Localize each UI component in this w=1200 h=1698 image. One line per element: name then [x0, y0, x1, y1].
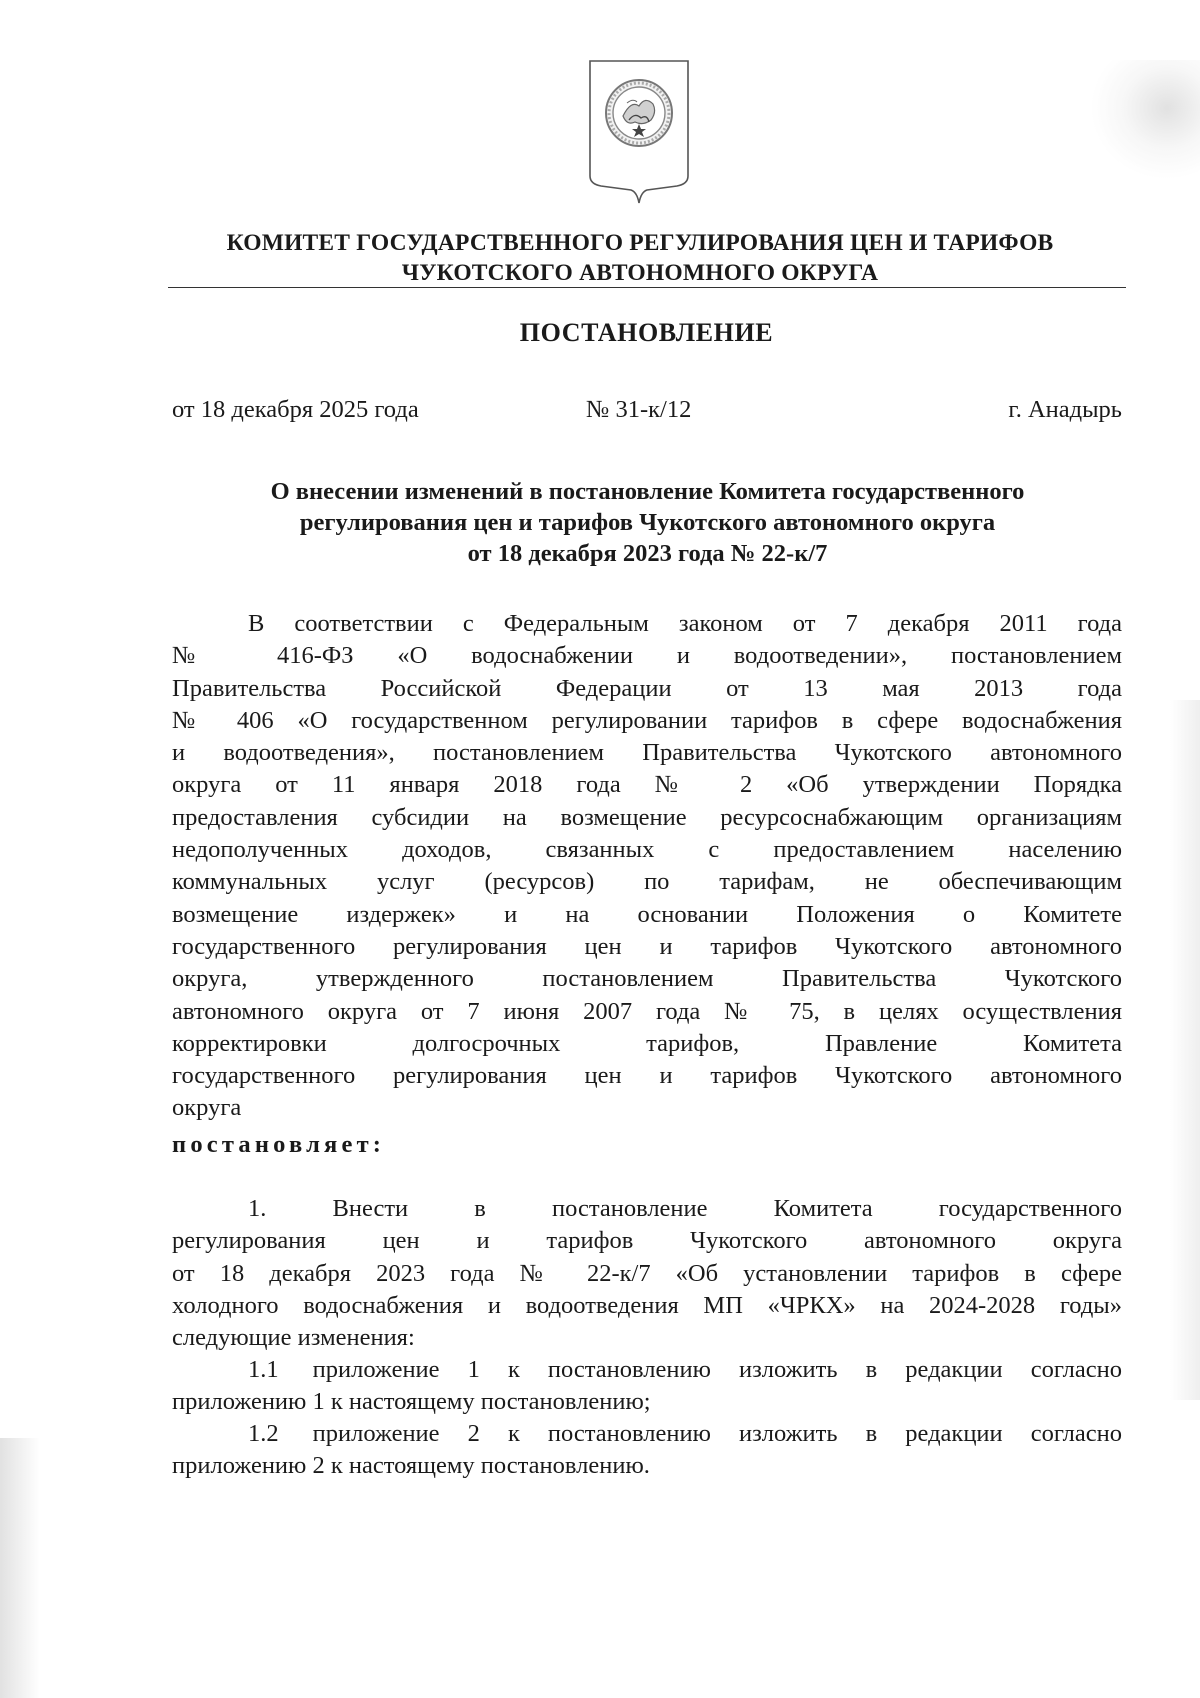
organization-name-line: ЧУКОТСКОГО АВТОНОМНОГО ОКРУГА: [401, 260, 879, 286]
document-subject: [160, 476, 1135, 569]
organization-name-line: КОМИТЕТ ГОСУДАРСТВЕННОГО РЕГУЛИРОВАНИЯ ЦЕН И ТАРИФОВ: [226, 230, 1054, 256]
header-divider: [168, 287, 1126, 288]
document-type-title: ПОСТАНОВЛЕНИЕ: [519, 318, 774, 347]
item-1-1: [172, 1354, 1122, 1419]
scan-noise: [1170, 700, 1200, 1400]
preamble-line: № 416-ФЗ «О водоснабжении и водоотведении», постановлением: [172, 642, 1122, 670]
preamble-line: предоставления субсидии на возмещение ресурсоснабжающим организациям: [172, 803, 1122, 831]
item-line: от 18 декабря 2023 года № 22-к/7 «Об установлении тарифов в сфере: [172, 1259, 1122, 1287]
preamble-line: округа, утвержденного постановлением Правительства Чукотского: [172, 965, 1122, 993]
scan-noise: [1090, 60, 1200, 180]
document-number: № 31-к/12: [586, 396, 692, 423]
organization-name: [160, 228, 1120, 288]
preamble-line: государственного регулирования цен и тарифов Чукотского автономного: [172, 1062, 1122, 1090]
preamble-line: № 406 «О государственном регулировании тарифов в сфере водоснабжения: [172, 706, 1122, 734]
item-line: 1. Внести в постановление Комитета государственного: [248, 1195, 1122, 1222]
item-text: приложение 1 к постановлению изложить в редакции согласно: [312, 1356, 1122, 1383]
item-text: приложение 2 к постановлению изложить в редакции согласно: [312, 1420, 1122, 1447]
item-number: 1.2: [248, 1420, 279, 1447]
chukotka-coat-of-arms-icon: [587, 58, 691, 206]
preamble-line: государственного регулирования цен и тарифов Чукотского автономного: [172, 932, 1122, 960]
item-line: [172, 1354, 1122, 1386]
preamble-line: В соответствии с Федеральным законом от 7 декабря 2011 года: [248, 610, 1122, 637]
preamble-line: Правительства Российской Федерации от 13 мая 2013 года: [172, 674, 1122, 702]
subject-line: от 18 декабря 2023 года № 22-к/7: [467, 540, 828, 567]
preamble-paragraph: [172, 608, 1122, 1125]
preamble-line: корректировки долгосрочных тарифов, Правление Комитета: [172, 1029, 1122, 1057]
item-line: приложению 2 к настоящему постановлению.: [172, 1452, 650, 1480]
preamble-line: коммунальных услуг (ресурсов) по тарифам, не обеспечивающим: [172, 868, 1122, 896]
subject-line: О внесении изменений в постановление Комитета государственного: [270, 478, 1025, 505]
preamble-line: округа от 11 января 2018 года № 2 «Об утверждении Порядка: [172, 771, 1122, 799]
item-number: 1.1: [248, 1356, 279, 1383]
item-line: регулирования цен и тарифов Чукотского автономного округа: [172, 1227, 1122, 1255]
document-meta: [172, 396, 1122, 428]
document-place: г. Анадырь: [1008, 396, 1122, 423]
preamble-line: автономного округа от 7 июня 2007 года № 75, в целях осуществления: [172, 997, 1122, 1025]
item-line: приложению 1 к настоящему постановлению;: [172, 1388, 651, 1416]
item-line: холодного водоснабжения и водоотведения МП «ЧРКХ» на 2024-2028 годы»: [172, 1291, 1122, 1319]
item-line: следующие изменения:: [172, 1324, 415, 1352]
preamble-line: округа: [172, 1094, 242, 1122]
preamble-line: недополученных доходов, связанных с предоставлением населению: [172, 836, 1122, 864]
item-1: [172, 1193, 1122, 1354]
document-date: от 18 декабря 2025 года: [172, 396, 419, 423]
preamble-line: и водоотведения», постановлением Правительства Чукотского автономного: [172, 739, 1122, 767]
scan-noise: [0, 1438, 40, 1698]
decree-word: постановляет:: [172, 1131, 386, 1158]
subject-line: регулирования цен и тарифов Чукотского автономного округа: [299, 509, 996, 536]
item-line: [172, 1418, 1122, 1450]
preamble-line: возмещение издержек» и на основании Положения о Комитете: [172, 900, 1122, 928]
item-1-2: [172, 1418, 1122, 1483]
